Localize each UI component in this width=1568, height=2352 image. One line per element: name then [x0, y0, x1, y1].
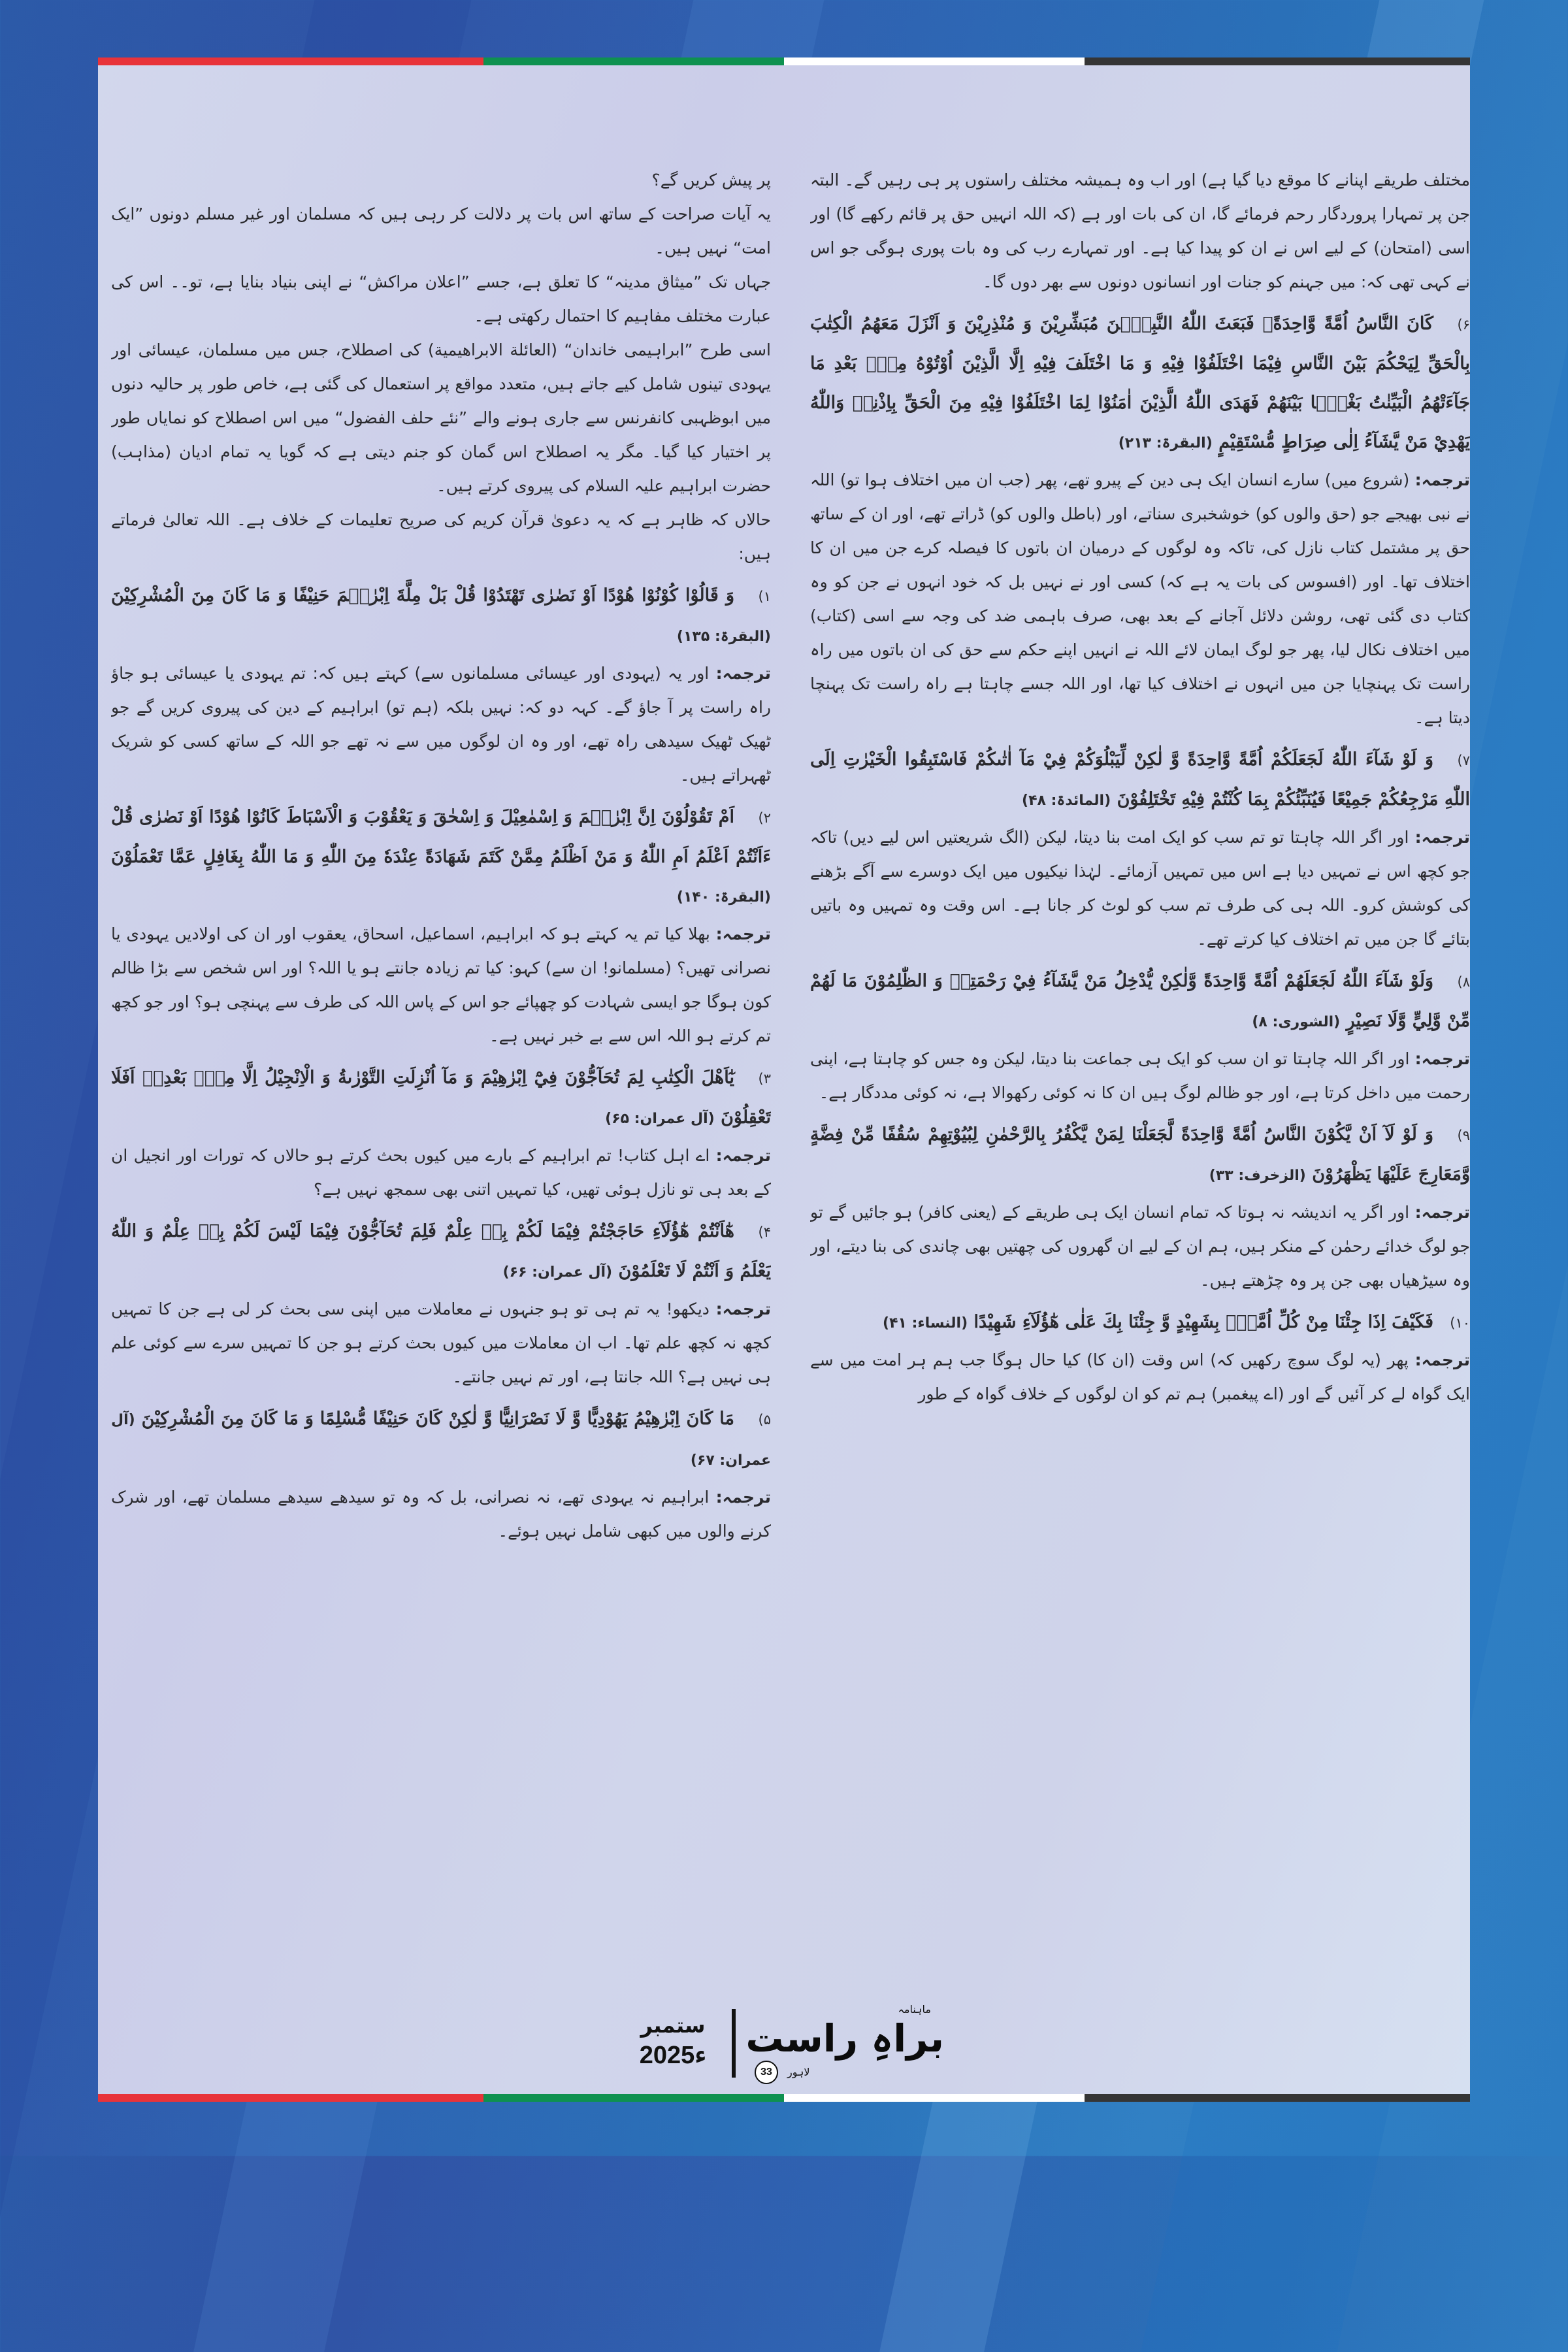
translation-text: اور اگر یہ اندیشہ نہ ہوتا کہ تمام انسان ایک ہی طریقے کے (یعنی کافر) ہو جائیں گے تو جو لوگ خدائے رحمٰن کے منکر ہیں، ہم ان کے لیے ان گھروں کی چھتیں بھی چاندی کی بنا دیتے، اور وہ سیڑھیاں بھی جن پر وہ چڑھتے ہیں۔ — [810, 1203, 1470, 1290]
verse-text — [111, 1399, 771, 1480]
color-bar-green — [483, 2094, 784, 2102]
translation — [111, 1292, 771, 1394]
color-bar-red — [98, 57, 483, 65]
verse-text — [810, 740, 1470, 821]
left-column — [111, 163, 771, 1986]
logo-title: براہِ راست — [745, 2016, 944, 2061]
quran-item-10 — [810, 1303, 1470, 1411]
item-number: ۶) — [1457, 317, 1470, 333]
translation-label: ترجمہ: — [1414, 1203, 1470, 1222]
verse-arabic: وَلَوْ شَآءَ اللّٰهُ لَجَعَلَهُمْ اُمَّةً وَّاحِدَةً وَّلٰكِنْ يُّدْخِلُ مَنْ يَّشَآءُ فِيْ رَحْمَتِهٖ وَ الظّٰلِمُوْنَ مَا لَهُمْ مِّنْ وَّلِيٍّ وَّلَا نَصِيْرٍ — [810, 971, 1470, 1031]
verse-text — [810, 962, 1470, 1042]
verse-arabic: وَ قَالُوْا كُوْنُوْا هُوْدًا اَوْ نَصٰرٰى تَهْتَدُوْا قُلْ بَلْ مِلَّةَ اِبْرٰهٖمَ حَنِيْفًا وَ مَا كَانَ مِنَ الْمُشْرِكِيْنَ — [111, 585, 734, 606]
verse-text — [111, 1212, 771, 1292]
verse-reference: (الشوری: ۸) — [1252, 1014, 1341, 1030]
translation — [810, 1196, 1470, 1298]
translation-label: ترجمہ: — [715, 664, 771, 683]
verse-reference: (البقرۃ: ۱۳۵) — [676, 629, 771, 645]
translation-label: ترجمہ: — [1414, 470, 1470, 489]
translation-text: بھلا کیا تم یہ کہتے ہو کہ ابراہیم، اسماعیل، اسحاق، یعقوب اور ان کی اولادیں یہودی یا نصرانی تھیں؟ (مسلمانو! ان سے) کہو: کیا تم زیادہ جانتے ہو یا اللہ؟ اور اس شخص سے بڑا ظالم کون ہوگا جو ایسی شہادت کو چھپائے جو اس کے پاس اللہ کی طرف سے پہنچی ہو؟ اور جو کچھ تم کرتے ہو اللہ اس سے بے خبر نہیں ہے۔ — [111, 924, 771, 1045]
item-number: ۱۰) — [1450, 1315, 1470, 1331]
quran-item-5 — [111, 1399, 771, 1548]
translation-text: اور یہ (یہودی اور عیسائی مسلمانوں سے) کہتے ہیں کہ: تم یہودی یا عیسائی ہو جاؤ راہ راست پر آ جاؤ گے۔ کہہ دو کہ: نہیں بلکہ (ہم تو) ابراہیم کے دین کی پیروی کریں گے جو ٹھیک ٹھیک سیدھی راہ تھے، اور وہ ان لوگوں میں سے نہ تھے جو اللہ کے ساتھ کسی کو شریک ٹھہراتے ہیں۔ — [111, 664, 771, 785]
translation — [111, 1139, 771, 1207]
body-paragraph: حالاں کہ ظاہر ہے کہ یہ دعویٰ قرآن کریم کی صریح تعلیمات کے خلاف ہے۔ اللہ تعالیٰ فرماتے ہیں: — [111, 510, 771, 563]
translation — [111, 657, 771, 792]
quran-item-4 — [111, 1212, 771, 1394]
body-paragraph: یہ آیات صراحت کے ساتھ اس بات پر دلالت کر رہی ہیں کہ مسلمان اور غیر مسلم دونوں ”ایک امت“ نہیں ہیں۔ — [111, 204, 771, 257]
color-bar-green — [483, 57, 784, 65]
item-number: ۴) — [758, 1224, 771, 1240]
page-number: 33 — [755, 2061, 778, 2084]
top-color-bar — [98, 57, 1470, 65]
item-number: ۹) — [1457, 1128, 1470, 1143]
translation-text: دیکھو! یہ تم ہی تو ہو جنہوں نے معاملات میں اپنی سی بحث کر لی ہے جن کا تمہیں کچھ نہ کچھ علم تھا۔ اب ان معاملات میں کیوں بحث کرتے ہو جن کا تمہیں سرے سے کوئی علم ہی نہیں ہے؟ اللہ جانتا ہے، اور تم نہیں جانتے۔ — [111, 1299, 771, 1386]
translation — [111, 917, 771, 1053]
item-number: ۳) — [758, 1071, 771, 1086]
translation — [111, 1480, 771, 1548]
verse-text — [111, 576, 771, 657]
opening-line: پر پیش کریں گے؟ — [651, 171, 771, 189]
translation — [810, 1042, 1470, 1110]
verse-reference: (آل عمران: ۶۷) — [111, 1412, 771, 1469]
translation-text: اے اہل کتاب! تم ابراہیم کے بارے میں کیوں بحث کرتے ہو حالاں کہ تورات اور انجیل ان کے بعد ہی تو نازل ہوئی تھیں، کیا تمہیں اتنی بھی سمجھ نہیں ہے؟ — [111, 1146, 771, 1199]
body-paragraph: اسی طرح ”ابراہیمی خاندان“ (العائلة الابراهيمية) کی اصطلاح، جس میں مسلمان، عیسائی اور یہودی تینوں شامل کیے جاتے ہیں، متعدد مواقع پر استعمال کی گئی ہے، خاص طور پر حالیہ دنوں میں ابوظہبی کانفرنس سے جاری ہونے والے ”نئے حلف الفضول“ میں اس اصطلاح کو نمایاں طور پر اختیار کیا گیا۔ مگر یہ اصطلاح اس گمان کو جنم دیتی ہے کہ گویا یہ تمام ادیان (مذاہب) حضرت ابراہیم علیہ السلام کی پیروی کرتے ہیں۔ — [111, 340, 771, 495]
item-number: ۸) — [1457, 974, 1470, 990]
verse-text — [810, 1115, 1470, 1196]
color-bar-white — [784, 57, 1085, 65]
translation — [810, 463, 1470, 735]
verse-reference: (البقرۃ: ۱۴۰) — [676, 889, 771, 906]
issue-year: 2025ء — [639, 2042, 707, 2069]
body-paragraph: جہاں تک ”میثاق مدینہ“ کا تعلق ہے، جسے ”اعلان مراکش“ نے اپنی بنیاد بنایا ہے، تو۔۔ اس کی عبارت مختلف مفاہیم کا احتمال رکھتی ہے۔ — [111, 272, 771, 325]
issue-month: ستمبر — [640, 2013, 706, 2038]
color-bar-white — [784, 2094, 1085, 2102]
quran-item-8 — [810, 962, 1470, 1110]
verse-text — [810, 1303, 1470, 1343]
verse-text — [111, 1058, 771, 1139]
quran-item-9 — [810, 1115, 1470, 1298]
verse-reference: (آل عمران: ۶۶) — [502, 1264, 613, 1281]
translation — [810, 1343, 1470, 1411]
translation-text: اور اگر اللہ چاہتا تو تم سب کو ایک امت بنا دیتا، لیکن (الگ شریعتیں اس لیے دیں) تاکہ جو کچھ اس نے تمہیں دیا ہے اس میں تمہیں آزمائے۔ لہٰذا نیکیوں میں ایک دوسرے سے آگے بڑھنے کی کوشش کرو۔ اللہ ہی کی طرف تم سب کو لوٹ کر جانا ہے۔ اس وقت وہ تمہیں وہ باتیں بتائے گا جن میں تم اختلاف کیا کرتے تھے۔ — [810, 828, 1470, 949]
item-number: ۵) — [758, 1412, 771, 1428]
right-intro-paragraph: مختلف طریقے اپنانے کا موقع دیا گیا ہے) اور اب وہ ہمیشہ مختلف راستوں پر ہی رہیں گے۔ البتہ جن پر تمہارا پروردگار رحم فرمائے گا، ان کی بات اور ہے (کہ اللہ انہیں حق پر قائم رکھے گا) اور اسی (امتحان) کے لیے اس نے ان کو پیدا کیا ہے۔ اور تمہارے رب کی وہ بات پوری ہوگی جو اس نے کہی تھی کہ: میں جہنم کو جنات اور انسانوں دونوں سے بھر دوں گا۔ — [810, 171, 1470, 291]
quran-item-6 — [810, 304, 1470, 735]
logo-monthly-label: ماہنامہ — [898, 2003, 931, 2016]
verse-arabic: اَمْ تَقُوْلُوْنَ اِنَّ اِبْرٰهٖمَ وَ اِسْمٰعِيْلَ وَ اِسْحٰقَ وَ يَعْقُوْبَ وَ الْاَسْبَاطَ كَانُوْا هُوْدًا اَوْ نَصٰرٰى قُلْ ءَاَنْتُمْ اَعْلَمُ اَمِ اللّٰهُ وَ مَنْ اَظْلَمُ مِمَّنْ كَتَمَ شَهَادَةً عِنْدَهٗ مِنَ اللّٰهِ وَ مَا اللّٰهُ بِغَافِلٍ عَمَّا تَعْمَلُوْنَ — [111, 807, 771, 867]
verse-arabic: مَا كَانَ اِبْرٰهِيْمُ يَهُوْدِيًّا وَّ لَا نَصْرَانِيًّا وَّ لٰكِنْ كَانَ حَنِيْفًا مُّسْلِمًا وَ مَا كَانَ مِنَ الْمُشْرِكِيْنَ — [141, 1409, 735, 1429]
verse-text — [810, 304, 1470, 463]
item-number: ۱) — [758, 589, 771, 604]
verse-reference: (النساء: ۴۱) — [883, 1315, 968, 1331]
quran-item-1 — [111, 576, 771, 792]
translation-text: ابراہیم نہ یہودی تھے، نہ نصرانی، بل کہ وہ تو سیدھے سیدھے مسلمان تھے، اور شرک کرنے والوں میں کبھی شامل نہیں ہوئے۔ — [111, 1488, 771, 1541]
verse-reference: (المائدۃ: ۴۸) — [1022, 792, 1111, 809]
translation — [810, 821, 1470, 956]
item-number: ۲) — [758, 810, 771, 826]
verse-reference: (الزخرف: ۳۳) — [1209, 1168, 1306, 1184]
item-number: ۷) — [1457, 753, 1470, 768]
translation-text: اور اگر اللہ چاہتا تو ان سب کو ایک ہی جماعت بنا دیتا، لیکن وہ جس کو چاہتا ہے، اپنی رحمت میں داخل کرتا ہے، اور جو ظالم لوگ ہیں ان کا نہ کوئی رکھوالا ہے، نہ کوئی مددگار ہے۔ — [810, 1049, 1470, 1102]
issue-date — [627, 2011, 719, 2071]
magazine-logo — [745, 2003, 944, 2087]
quran-item-7 — [810, 740, 1470, 956]
right-column — [810, 163, 1470, 1986]
translation-text: (شروع میں) سارے انسان ایک ہی دین کے پیرو تھے، پھر (جب ان میں اختلاف ہوا تو) اللہ نے نبی بھیجے جو (حق والوں کو) خوشخبری سناتے، اور (باطل والوں کو) ڈراتے تھے، اور ان کے ساتھ حق پر مشتمل کتاب نازل کی، تاکہ وہ لوگوں کے درمیان ان باتوں کا فیصلہ کرے جن میں ان کا اختلاف تھا۔ اور (افسوس کی بات یہ ہے کہ) کسی اور نے نہیں بل کہ خود انہوں نے جن کو وہ کتاب دی گئی تھی، روشن دلائل آجانے کے بعد بھی، صرف باہمی ضد کی وجہ سے اسی (کتاب) میں اختلاف نکال لیا، پھر جو لوگ ایمان لائے اللہ نے انہیں اپنے حکم سے حق کی ان باتوں میں راہ راست تک پہنچایا جن میں انہوں نے اختلاف کیا تھا، اور اللہ جسے چاہتا ہے راہ راست تک پہنچا دیتا ہے۔ — [810, 470, 1470, 727]
verse-arabic: كَانَ النَّاسُ اُمَّةً وَّاحِدَةً۔ فَبَعَثَ اللّٰهُ النَّبِيّٖنَ مُبَشِّرِيْنَ وَ مُنْذِرِيْنَ وَ اَنْزَلَ مَعَهُمُ الْكِتٰبَ بِالْحَقِّ لِيَحْكُمَ بَيْنَ النَّاسِ فِيْمَا اخْتَلَفُوْا فِيْهِ وَ مَا اخْتَلَفَ فِيْهِ اِلَّا الَّذِيْنَ اُوْتُوْهُ مِنْۢ بَعْدِ مَا جَآءَتْهُمُ الْبَيِّنٰتُ بَغْيًۢا بَيْنَهُمْ فَهَدَى اللّٰهُ الَّذِيْنَ اٰمَنُوْا لِمَا اخْتَلَفُوْا فِيْهِ مِنَ الْحَقِّ بِاِذْنِهٖ وَاللّٰهُ يَهْدِيْ مَنْ يَّشَآءُ اِلٰى صِرَاطٍ مُّسْتَقِيْمٍ — [810, 314, 1470, 452]
logo-meta-row — [748, 2061, 810, 2084]
verse-text — [111, 798, 771, 917]
color-bar-dark — [1085, 2094, 1470, 2102]
verse-reference: (البقرۃ: ۲۱۳) — [1118, 435, 1213, 451]
translation-text: پھر (یہ لوگ سوچ رکھیں کہ) اس وقت (ان کا) کیا حال ہوگا جب ہم ہر امت میں سے ایک گواہ لے کر آئیں گے اور (اے پیغمبر) ہم تم کو ان لوگوں کے خلاف گواہ کے طور — [810, 1350, 1470, 1403]
verse-arabic: وَ لَوْ شَآءَ اللّٰهُ لَجَعَلَكُمْ اُمَّةً وَّاحِدَةً وَّ لٰكِنْ لِّيَبْلُوَكُمْ فِيْ مَآ اٰتٰىكُمْ فَاسْتَبِقُوا الْخَيْرٰتِ اِلَى اللّٰهِ مَرْجِعُكُمْ جَمِيْعًا فَيُنَبِّئُكُمْ بِمَا كُنْتُمْ فِيْهِ تَخْتَلِفُوْنَ — [810, 749, 1470, 809]
verse-arabic: فَكَيْفَ اِذَا جِئْنَا مِنْ كُلِّ اُمَّةٍۢ بِشَهِيْدٍ وَّ جِئْنَا بِكَ عَلٰى هٰٓؤُلَآءِ شَهِيْدًا — [973, 1312, 1433, 1332]
logo-city-label: لاہور — [787, 2066, 810, 2078]
verse-arabic: هٰٓاَنْتُمْ هٰٓؤُلَآءِ حَاجَجْتُمْ فِيْمَا لَكُمْ بِهٖ عِلْمٌ فَلِمَ تُحَآجُّوْنَ فِيْمَا لَيْسَ لَكُمْ بِهٖ عِلْمٌ وَ اللّٰهُ يَعْلَمُ وَ اَنْتُمْ لَا تَعْلَمُوْنَ — [111, 1221, 771, 1281]
translation-label: ترجمہ: — [715, 1299, 771, 1318]
translation-label: ترجمہ: — [715, 924, 771, 943]
footer-divider — [732, 2009, 736, 2078]
quran-item-2 — [111, 798, 771, 1053]
quran-item-3 — [111, 1058, 771, 1207]
page-footer — [0, 1999, 1568, 2091]
translation-label: ترجمہ: — [1414, 1049, 1470, 1068]
verse-arabic: وَ لَوْ لَآ اَنْ يَّكُوْنَ النَّاسُ اُمَّةً وَّاحِدَةً لَّجَعَلْنَا لِمَنْ يَّكْفُرُ بِالرَّحْمٰنِ لِبُيُوْتِهِمْ سُقُفًا مِّنْ فِضَّةٍ وَّمَعَارِجَ عَلَيْهَا يَظْهَرُوْنَ — [810, 1124, 1470, 1184]
color-bar-dark — [1085, 57, 1470, 65]
color-bar-red — [98, 2094, 483, 2102]
translation-label: ترجمہ: — [715, 1146, 771, 1165]
bottom-color-bar — [98, 2094, 1470, 2102]
translation-label: ترجمہ: — [1414, 1350, 1470, 1369]
translation-label: ترجمہ: — [715, 1488, 771, 1507]
verse-reference: (آل عمران: ۶۵) — [605, 1111, 715, 1127]
verse-arabic: يٰٓاَهْلَ الْكِتٰبِ لِمَ تُحَآجُّوْنَ فِيْٓ اِبْرٰهِيْمَ وَ مَآ اُنْزِلَتِ التَّوْرٰىةُ وَ الْاِنْجِيْلُ اِلَّا مِنْۢ بَعْدِهٖ اَفَلَا تَعْقِلُوْنَ — [111, 1068, 771, 1128]
translation-label: ترجمہ: — [1414, 828, 1470, 847]
